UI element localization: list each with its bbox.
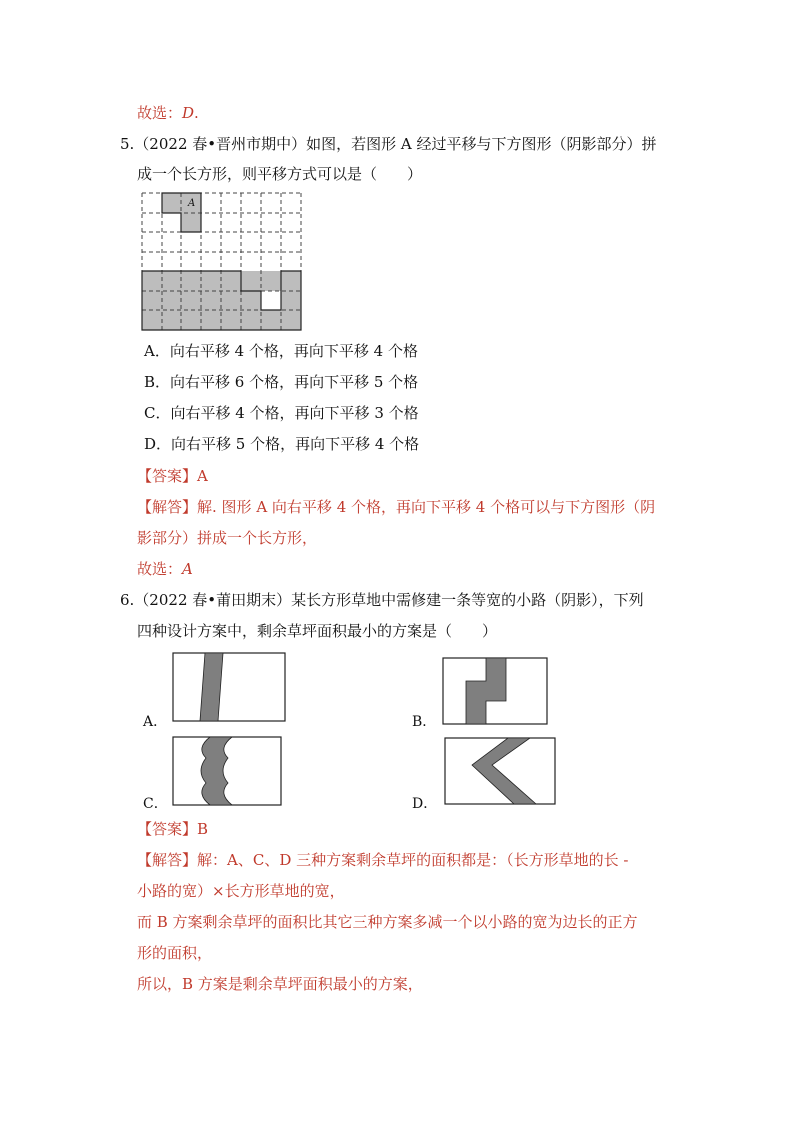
q6-option-c-figure bbox=[172, 736, 282, 806]
q5-analysis-tag: 【解答】 bbox=[137, 498, 198, 516]
q5-analysis bbox=[137, 497, 655, 517]
q5-option-d: D．向右平移 5 个格，再向下平移 4 个格 bbox=[144, 435, 420, 453]
q5-answer-value: A bbox=[197, 467, 208, 485]
q5-grid-figure bbox=[141, 192, 303, 332]
q5-stem-line2: 成一个长方形，则平移方式可以是（ ） bbox=[137, 165, 423, 183]
q6-analysis bbox=[137, 850, 628, 870]
q5-option-c: C．向右平移 4 个格，再向下平移 3 个格 bbox=[144, 404, 419, 422]
q6-analysis-line1: 解：A、C、D 三种方案剩余草坪的面积都是：（长方形草地的长 - bbox=[197, 851, 629, 869]
q6-answer bbox=[137, 819, 208, 839]
q5-analysis-line2: 影部分）拼成一个长方形， bbox=[137, 529, 318, 547]
q6-option-b-label: B． bbox=[412, 714, 437, 730]
prev-conclusion-prefix: 故选： bbox=[137, 104, 183, 122]
q6-option-a-label: A． bbox=[143, 714, 168, 730]
q5-stem-line1: 5.（2022 春•晋州市期中）如图，若图形 A 经过平移与下方图形（阴影部分）拼 bbox=[120, 135, 657, 153]
q6-analysis-line2: 小路的宽）×长方形草地的宽， bbox=[137, 882, 345, 900]
q5-option-b: B．向右平移 6 个格，再向下平移 5 个格 bbox=[144, 373, 419, 391]
q5-conclusion bbox=[137, 559, 193, 579]
q6-option-c-label: C． bbox=[143, 796, 168, 812]
prev-conclusion bbox=[137, 103, 199, 123]
q6-stem-line1: 6.（2022 春•莆田期末）某长方形草地中需修建一条等宽的小路（阴影），下列 bbox=[120, 591, 644, 609]
q5-answer-tag: 【答案】 bbox=[137, 467, 198, 485]
q6-analysis-tag: 【解答】 bbox=[137, 851, 198, 869]
prev-conclusion-suffix: . bbox=[194, 104, 199, 122]
q5-option-a: A．向右平移 4 个格，再向下平移 4 个格 bbox=[144, 342, 418, 360]
q6-option-a-figure bbox=[172, 652, 286, 722]
q5-conclusion-prefix: 故选： bbox=[137, 560, 183, 578]
q6-stem-line2: 四种设计方案中，剩余草坪面积最小的方案是（ ） bbox=[137, 622, 498, 640]
q6-analysis-line4: 形的面积， bbox=[137, 944, 213, 962]
q6-analysis-line3: 而 B 方案剩余草坪的面积比其它三种方案多减一个以小路的宽为边长的正方 bbox=[137, 913, 638, 931]
q6-option-b-figure bbox=[442, 657, 548, 725]
q5-answer bbox=[137, 466, 208, 486]
q6-analysis-line5: 所以，B 方案是剩余草坪面积最小的方案， bbox=[137, 975, 423, 993]
q6-answer-tag: 【答案】 bbox=[137, 820, 198, 838]
q6-option-d-label: D． bbox=[412, 796, 438, 812]
q6-answer-value: B bbox=[197, 820, 209, 838]
prev-conclusion-choice: D bbox=[182, 104, 195, 122]
q5-conclusion-choice: A bbox=[182, 560, 193, 578]
q5-shape-a-label: A bbox=[188, 198, 196, 209]
q5-analysis-line1: 解. 图形 A 向右平移 4 个格，再向下平移 4 个格可以与下方图形（阴 bbox=[197, 498, 656, 516]
q6-option-d-figure bbox=[444, 737, 556, 805]
